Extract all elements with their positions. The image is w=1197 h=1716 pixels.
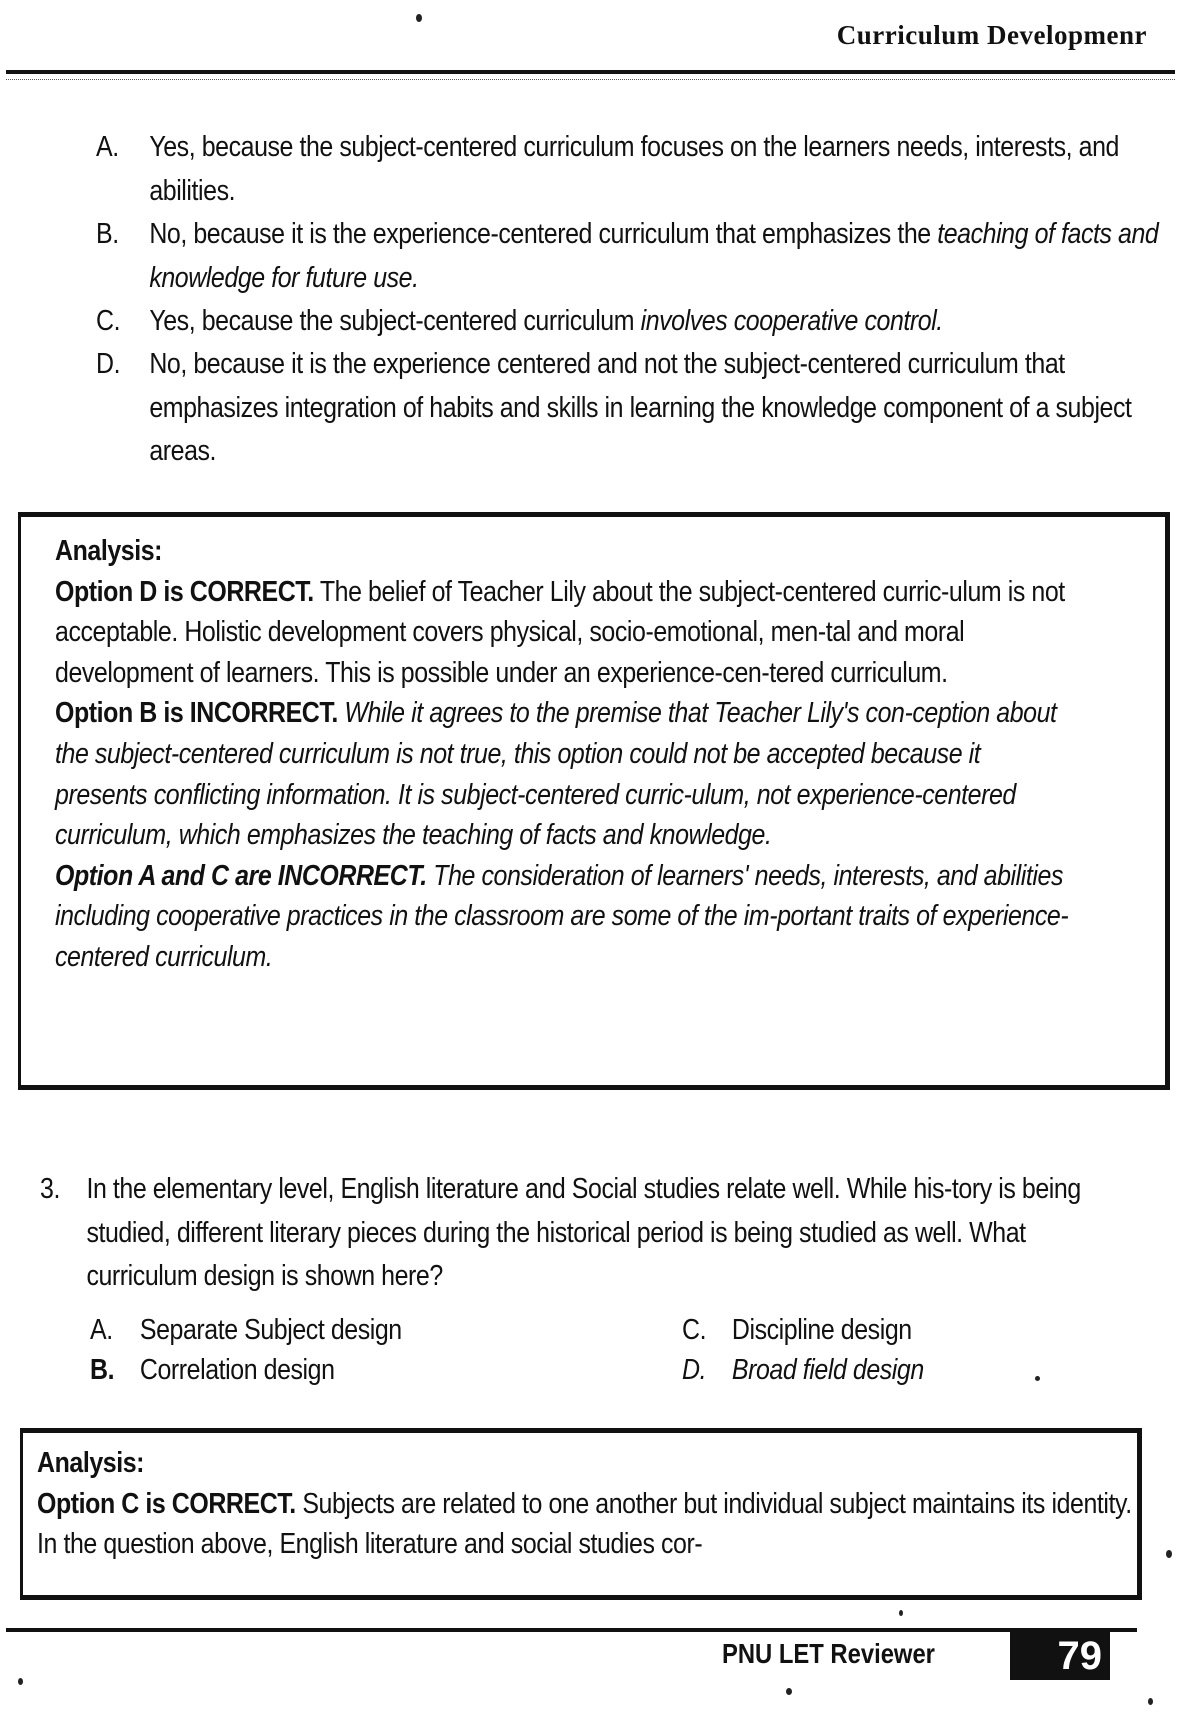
question-number: 3.: [40, 1173, 60, 1205]
analysis-lead: Option B is INCORRECT.: [55, 697, 338, 730]
choice-c: [682, 1310, 912, 1350]
scan-speck: [416, 14, 422, 22]
running-header-title: Curriculum Developmenr: [836, 20, 1147, 50]
choice-text: Broad field design: [731, 1354, 924, 1386]
option-letter: C.: [96, 305, 121, 337]
footer-label: PNU LET Reviewer: [722, 1638, 935, 1669]
choice-text: Correlation design: [139, 1354, 335, 1386]
scan-speck: [18, 1678, 23, 1685]
choice-letter: A.: [90, 1314, 113, 1346]
option-text: [96, 213, 1164, 300]
analysis-paragraph-d: [55, 572, 1070, 694]
choice-letter: B.: [90, 1354, 115, 1386]
option-text: [96, 300, 1164, 344]
choice-text: Discipline design: [731, 1314, 912, 1346]
header-rule: [6, 70, 1175, 80]
option-text-normal: Yes, because the subject-centered curriculum: [149, 305, 641, 337]
analysis-lead: Option A and C are INCORRECT.: [55, 859, 427, 892]
analysis-body: Subjects are related to one another but individual subject maintains its identity. In the question above, English literature and social studies cor-: [37, 1487, 1132, 1561]
scan-speck: [1166, 1550, 1172, 1558]
option-text: Yes, because the subject-centered curriculum focuses on the learners needs, interests, and abilities.: [149, 131, 1119, 207]
choice-b: [90, 1350, 335, 1390]
analysis-box-1: [18, 512, 1170, 1090]
analysis-content: [37, 1443, 1146, 1565]
question-3: [40, 1168, 1141, 1299]
analysis-body: The belief of Teacher Lily about the subject-centered curric-ulum is not acceptable. Holistic development covers physical, socio-emotional, men-tal and moral development of learners. This is possible under an experience-cen-tered curriculum.: [55, 575, 1065, 689]
choice-letter: D.: [682, 1354, 707, 1386]
option-letter: D.: [96, 348, 121, 380]
scan-speck: [899, 1610, 903, 1616]
analysis-paragraph-b: [55, 693, 1070, 855]
option-letter: B.: [96, 218, 119, 250]
scan-speck: [1148, 1698, 1153, 1705]
option-b: [96, 213, 1159, 300]
question-text: In the elementary level, English literature and Social studies relate well. While his-tory is being studied, different literary pieces during the historical period is being studied as well. What curriculum design is shown here?: [86, 1173, 1081, 1292]
analysis-paragraph-ac: [55, 856, 1070, 978]
analysis-heading: Analysis:: [37, 1447, 145, 1479]
analysis-lead: Option C is CORRECT.: [37, 1487, 296, 1520]
option-letter: A.: [96, 131, 119, 163]
scan-speck: [1035, 1376, 1040, 1381]
analysis-body: While it agrees to the premise that Teacher Lily's con-ception about the subject-centered curriculum is not true, this option could not be accepted because it presents conflicting information. It is subject-centered curric-ulum, not experience-centered curriculum, which emphasizes the teaching of facts and knowledge.: [55, 697, 1057, 852]
analysis-body: The consideration of learners' needs, interests, and abilities including cooperative practices in the classroom are some of the im-portant traits of experience-centered curriculum.: [55, 859, 1069, 973]
footer-rule: [6, 1628, 1137, 1637]
scan-speck: [786, 1688, 792, 1695]
option-text-normal: No, because it is the experience-centered curriculum that emphasizes the: [149, 218, 938, 250]
page-number: 79: [1010, 1632, 1110, 1680]
choice-letter: C.: [682, 1314, 707, 1346]
analysis-box-2: [20, 1428, 1142, 1600]
option-d: [96, 343, 1132, 474]
analysis-content: [55, 531, 1070, 978]
choice-text: Separate Subject design: [139, 1314, 402, 1346]
option-c: [96, 300, 1029, 344]
analysis-heading: Analysis:: [55, 535, 163, 567]
option-text: No, because it is the experience centered and not the subject-centered curriculum that emphasizes integration of habits and skills in learning the knowledge component of a subject areas.: [149, 348, 1132, 467]
choice-d: [682, 1350, 924, 1390]
option-text-italic: teaching of facts and knowledge for future use.: [149, 218, 1159, 294]
option-text-italic: involves cooperative control.: [640, 305, 943, 337]
option-a: [96, 126, 1119, 213]
analysis-paragraph-c: [37, 1484, 1146, 1565]
analysis-lead: Option D is CORRECT.: [55, 575, 314, 608]
choice-a: [90, 1310, 402, 1350]
